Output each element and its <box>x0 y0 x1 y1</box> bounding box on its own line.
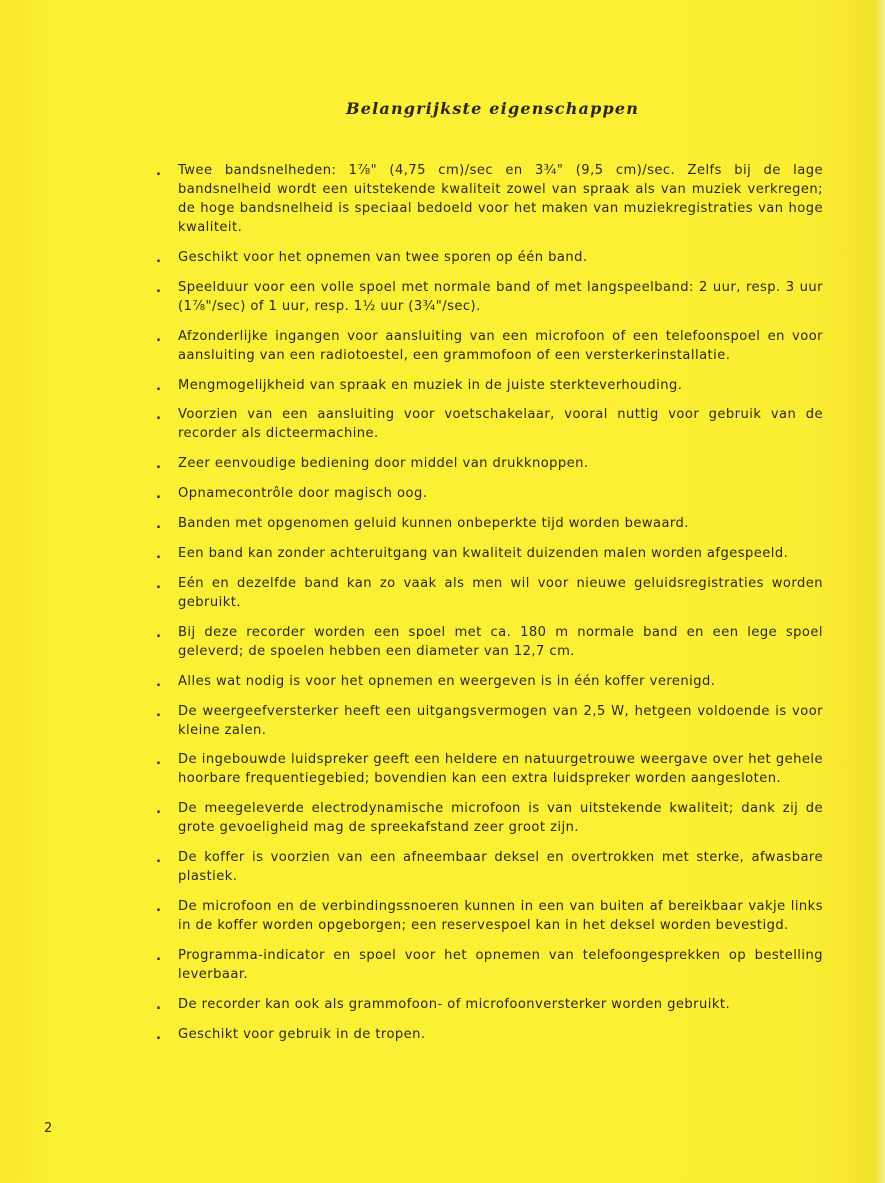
list-item-text: Voorzien van een aansluiting voor voetschakelaar, vooral nuttig voor gebruik van de recorder als dicteermachine. <box>178 407 823 442</box>
list-item <box>0 484 823 503</box>
list-item <box>0 672 823 691</box>
list-item-text: Twee bandsnelheden: 1⅞" (4,75 cm)/sec en 3¾" (9,5 cm)/sec. Zelfs bij de lage bandsnelheid wordt een uitstekende kwaliteit zowel van spraak als van muziek verkregen; de hoge bandsnelheid is speciaal bedoeld voor het maken van muziekregistraties van hoge kwaliteit. <box>178 163 823 235</box>
list-item-text: Banden met opgenomen geluid kunnen onbeperkte tijd worden bewaard. <box>178 516 689 532</box>
list-item <box>0 848 823 886</box>
bullet: . <box>156 329 162 345</box>
list-item <box>0 454 823 473</box>
list-item <box>0 248 823 267</box>
list-item-text: Bij deze recorder worden een spoel met ca. 180 m normale band en een lege spoel geleverd; de spoelen hebben een diameter van 12,7 cm. <box>178 624 823 659</box>
list-item-text: De weergeefversterker heeft een uitgangsvermogen van 2,5 W, hetgeen voldoende is voor kleine zalen. <box>178 703 823 738</box>
list-item <box>0 544 823 563</box>
list-item-text: Afzonderlijke ingangen voor aansluiting van een microfoon of een telefoonspoel en voor aansluiting van een radiotoestel, een grammofoon of een versterkerinstallatie. <box>178 328 823 363</box>
list-item-text: Eén en dezelfde band kan zo vaak als men wil voor nieuwe geluidsregistraties worden gebruikt. <box>178 575 823 610</box>
list-item <box>0 405 823 443</box>
bullet: . <box>156 851 162 867</box>
bullet: . <box>156 576 162 592</box>
bullet: . <box>156 802 162 818</box>
list-item <box>0 514 823 533</box>
list-item <box>0 161 823 237</box>
bullet: . <box>156 457 162 473</box>
bullet: . <box>156 378 162 394</box>
bullet: . <box>156 997 162 1013</box>
list-item <box>0 574 823 612</box>
paper-edge <box>875 0 885 1183</box>
list-item-text: Alles wat nodig is voor het opnemen en weergeven is in één koffer verenigd. <box>178 673 716 689</box>
list-item <box>0 278 823 316</box>
list-item-text: Speelduur voor een volle spoel met normale band of met langspeelband: 2 uur, resp. 3 uur (1⅞"/sec) of 1 uur, resp. 1½ uur (3¾"/sec). <box>178 279 823 314</box>
bullet: . <box>156 674 162 690</box>
list-item-text: Opnamecontrôle door magisch oog. <box>178 486 428 502</box>
bullet: . <box>156 280 162 296</box>
bullet: . <box>156 408 162 424</box>
bullet: . <box>156 900 162 916</box>
page-title: Belangrijkste eigenschappen <box>346 99 640 118</box>
list-item-text: Mengmogelijkheid van spraak en muziek in de juiste sterkteverhouding. <box>178 377 683 393</box>
bullet: . <box>156 547 162 563</box>
bullet: . <box>156 487 162 503</box>
list-item <box>0 327 823 365</box>
bullet: . <box>156 517 162 533</box>
bullet: . <box>156 704 162 720</box>
list-item <box>0 946 823 984</box>
list-item-text: Zeer eenvoudige bediening door middel van drukknoppen. <box>178 456 589 472</box>
bullet: . <box>156 164 162 179</box>
list-item-text: Programma-indicator en spoel voor het opnemen van telefoongesprekken op bestelling leverbaar. <box>178 948 823 983</box>
list-item <box>0 897 823 935</box>
bullet: . <box>156 949 162 965</box>
list-item <box>0 995 823 1014</box>
list-item-text: De recorder kan ook als grammofoon- of microfoonversterker worden gebruikt. <box>178 996 731 1012</box>
bullet: . <box>156 1027 162 1043</box>
list-item <box>0 702 823 740</box>
list-item <box>0 750 823 788</box>
list-item-text: De meegeleverde electrodynamische microfoon is van uitstekende kwaliteit; dank zij de grote gevoeligheid mag de spreekafstand zeer groot zijn. <box>178 801 823 836</box>
list-item-text: Geschikt voor gebruik in de tropen. <box>178 1026 426 1042</box>
list-item-text: De microfoon en de verbindingssnoeren kunnen in een van buiten af bereikbaar vakje links in de koffer worden opgeborgen; een reservespoel kan in het deksel worden bevestigd. <box>178 899 823 934</box>
bullet: . <box>156 250 162 266</box>
list-item-text: De ingebouwde luidspreker geeft een heldere en natuurgetrouwe weergave over het gehele hoorbare frequentiegebied; bovendien kan een extra luidspreker worden aangesloten. <box>178 752 823 787</box>
list-item <box>0 376 823 395</box>
features-list <box>0 161 823 1055</box>
bullet: . <box>156 753 162 769</box>
list-item <box>0 1025 823 1044</box>
page-number: 2 <box>44 1121 53 1136</box>
list-item <box>0 799 823 837</box>
bullet: . <box>156 625 162 641</box>
list-item-text: De koffer is voorzien van een afneembaar deksel en overtrokken met sterke, afwasbare plastiek. <box>178 850 823 885</box>
list-item <box>0 623 823 661</box>
list-item-text: Geschikt voor het opnemen van twee sporen op één band. <box>178 249 588 265</box>
list-item-text: Een band kan zonder achteruitgang van kwaliteit duizenden malen worden afgespeeld. <box>178 546 789 562</box>
